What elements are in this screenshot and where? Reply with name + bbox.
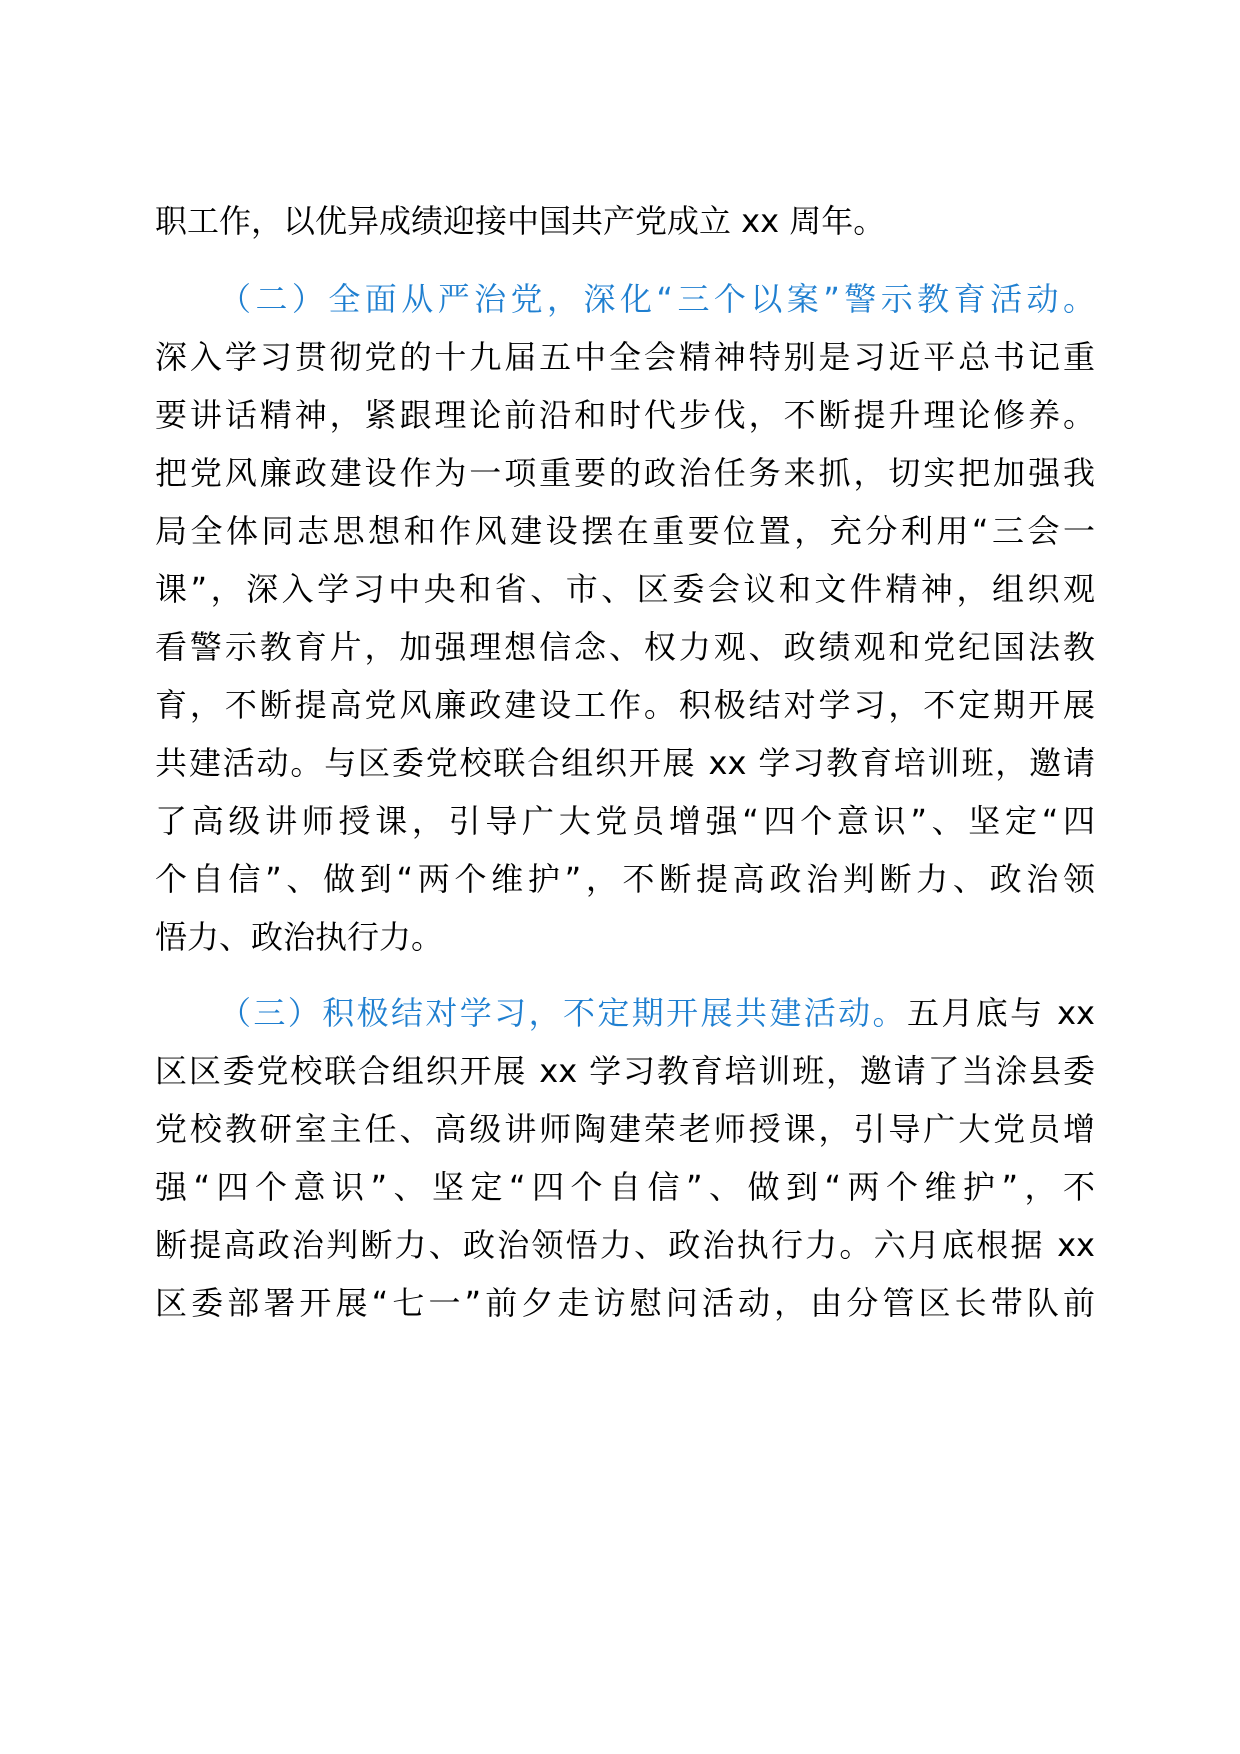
section-heading: （二）全面从严治党，深化“三个以案”警示教育活动。 <box>219 280 1095 318</box>
paragraph-line <box>155 188 1095 254</box>
paragraph-line <box>155 730 1095 796</box>
body-text: 共建活动。与区委党校联合组织开展 xx 学习教育培训班，邀请 <box>155 744 1095 782</box>
body-text: 深入学习贯彻党的十九届五中全会精神特别是习近平总书记重 <box>155 338 1095 376</box>
body-text: 职工作，以优异成绩迎接中国共产党成立 xx 周年。 <box>155 202 886 240</box>
body-text: 悟力、政治执行力。 <box>155 918 444 956</box>
body-text: 把党风廉政建设作为一项重要的政治任务来抓，切实把加强我 <box>155 454 1095 492</box>
paragraph-line <box>155 1096 1095 1162</box>
body-text: 个自信”、做到“两个维护”，不断提高政治判断力、政治领 <box>155 860 1095 898</box>
body-text: 要讲话精神，紧跟理论前沿和时代步伐，不断提升理论修养。 <box>155 396 1095 434</box>
section-heading-line <box>219 266 1095 332</box>
paragraph-line <box>155 1270 1095 1336</box>
body-text: 了高级讲师授课，引导广大党员增强“四个意识”、坚定“四 <box>155 802 1095 840</box>
body-text: 党校教研室主任、高级讲师陶建荣老师授课，引导广大党员增 <box>155 1110 1095 1148</box>
paragraph-line <box>155 672 1095 738</box>
body-text: 区委部署开展“七一”前夕走访慰问活动，由分管区长带队前 <box>155 1284 1095 1322</box>
paragraph-line <box>155 1038 1095 1104</box>
paragraph-line <box>155 1154 1095 1220</box>
body-text: 课”，深入学习中央和省、市、区委会议和文件精神，组织观 <box>155 570 1095 608</box>
paragraph-line <box>155 846 1095 912</box>
body-text: 区区委党校联合组织开展 xx 学习教育培训班，邀请了当涂县委 <box>155 1052 1095 1090</box>
body-text: 断提高政治判断力、政治领悟力、政治执行力。六月底根据 xx <box>155 1226 1095 1264</box>
section-heading-line <box>219 980 1095 1046</box>
paragraph-line <box>155 498 1095 564</box>
body-text: 局全体同志思想和作风建设摆在重要位置，充分利用“三会一 <box>155 512 1095 550</box>
body-text: 强“四个意识”、坚定“四个自信”、做到“两个维护”，不 <box>155 1168 1095 1206</box>
paragraph-line <box>155 440 1095 506</box>
body-text: 看警示教育片，加强理想信念、权力观、政绩观和党纪国法教 <box>155 628 1095 666</box>
paragraph-line <box>155 1212 1095 1278</box>
paragraph-line <box>155 788 1095 854</box>
body-text: 育，不断提高党风廉政建设工作。积极结对学习，不定期开展 <box>155 686 1095 724</box>
paragraph-line <box>155 556 1095 622</box>
paragraph-line <box>155 382 1095 448</box>
body-text: 五月底与 xx <box>906 994 1095 1032</box>
section-heading: （三）积极结对学习，不定期开展共建活动。 <box>219 994 907 1032</box>
paragraph-line <box>155 614 1095 680</box>
paragraph-line <box>155 904 1095 970</box>
paragraph-line <box>155 324 1095 390</box>
